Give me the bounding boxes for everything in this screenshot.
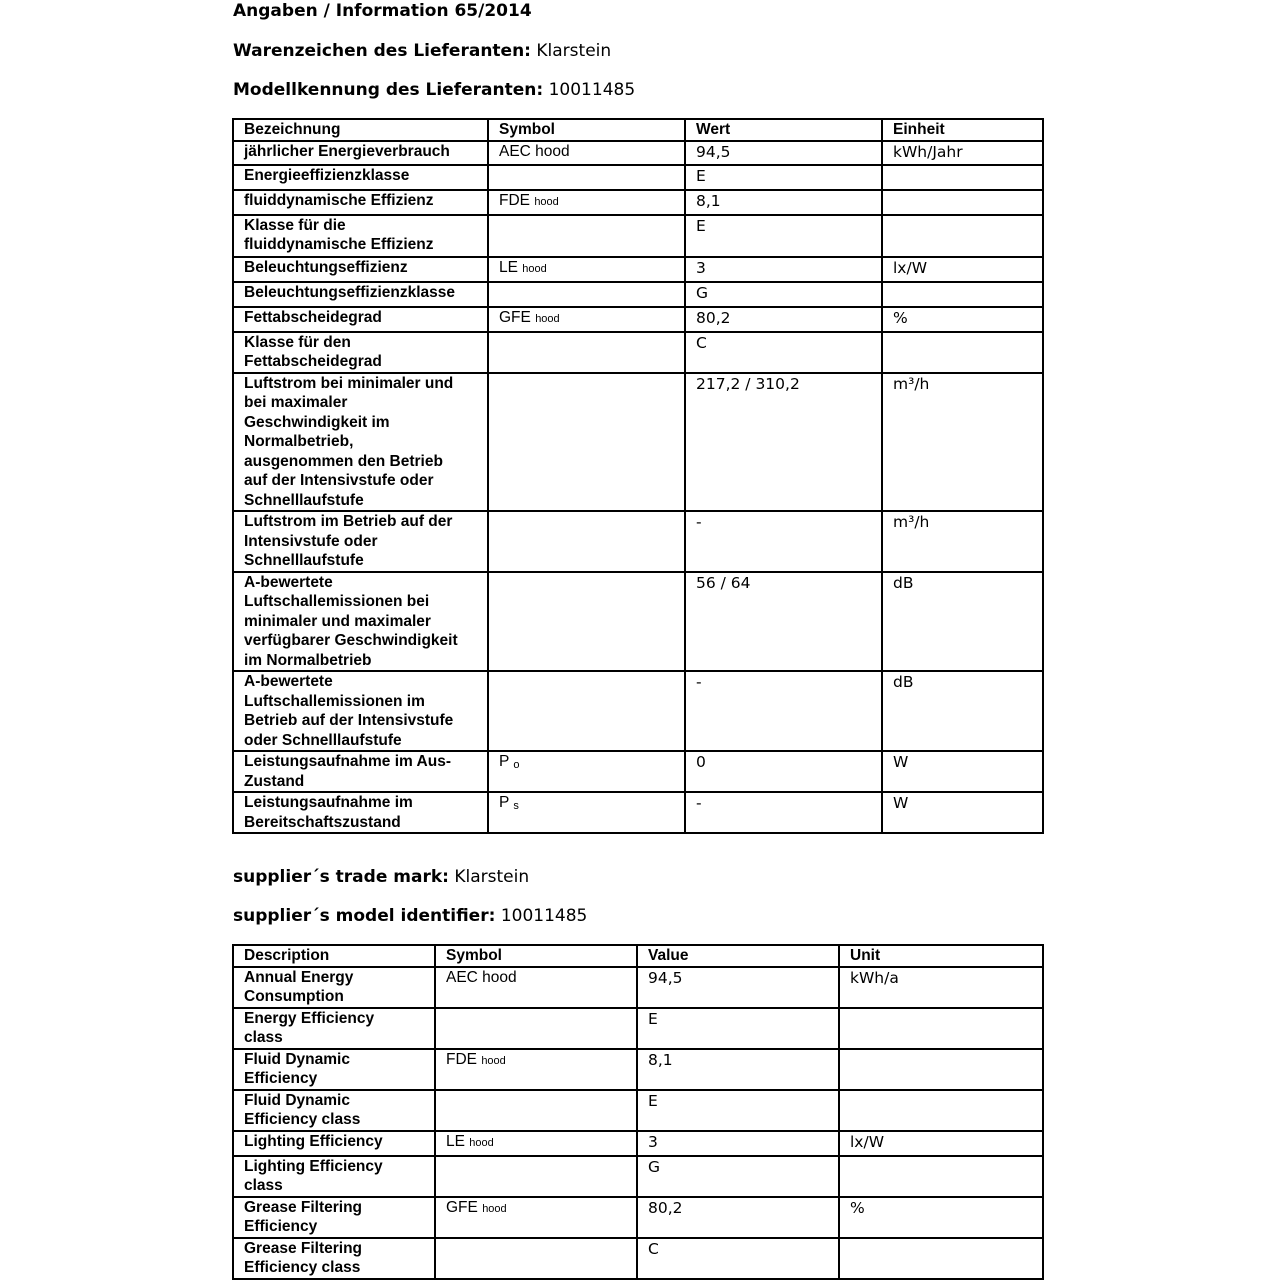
row-symbol bbox=[435, 1008, 637, 1049]
row-label-line: Bereitschaftszustand bbox=[244, 813, 401, 831]
row-label-line: Efficiency class bbox=[244, 1259, 361, 1276]
row-symbol bbox=[435, 1049, 637, 1090]
row-label-line: A-bewertete bbox=[244, 573, 333, 591]
row-symbol bbox=[435, 1238, 637, 1279]
row-symbol bbox=[488, 751, 685, 792]
table-row bbox=[233, 967, 1043, 1008]
row-value: E bbox=[685, 165, 882, 190]
row-value: - bbox=[685, 511, 882, 572]
table-row bbox=[233, 373, 1043, 512]
row-value: 80,2 bbox=[685, 307, 882, 332]
row-label-line: jährlicher Energieverbrauch bbox=[244, 142, 450, 160]
trademark-line-en: supplier´s trade mark: Klarstein bbox=[233, 867, 530, 887]
table-row bbox=[233, 141, 1043, 165]
row-label bbox=[233, 1008, 435, 1049]
row-value: 80,2 bbox=[637, 1197, 839, 1238]
row-value: 3 bbox=[685, 257, 882, 282]
row-symbol bbox=[488, 792, 685, 833]
row-label-line: Energieeffizienzklasse bbox=[244, 166, 410, 184]
symbol-text: LE bbox=[446, 1132, 465, 1150]
row-unit bbox=[839, 1238, 1043, 1279]
row-label bbox=[233, 792, 488, 833]
row-label-line: verfügbarer Geschwindigkeit bbox=[244, 632, 458, 649]
row-unit bbox=[882, 165, 1043, 190]
row-value: 217,2 / 310,2 bbox=[685, 373, 882, 512]
row-unit: kWh/a bbox=[839, 967, 1043, 1008]
row-label-line: bei maximaler bbox=[244, 394, 348, 411]
row-label-line: Betrieb auf der Intensivstufe bbox=[244, 712, 454, 729]
row-unit bbox=[882, 332, 1043, 373]
row-symbol bbox=[488, 257, 685, 282]
row-label-line: Fluid Dynamic bbox=[244, 1050, 350, 1068]
row-symbol bbox=[488, 215, 685, 257]
symbol-text: FDE bbox=[499, 191, 530, 209]
row-value: - bbox=[685, 792, 882, 833]
row-value: E bbox=[637, 1090, 839, 1131]
row-label-line: Beleuchtungseffizienz bbox=[244, 258, 408, 276]
row-value: G bbox=[637, 1156, 839, 1197]
row-label bbox=[233, 751, 488, 792]
row-value: C bbox=[685, 332, 882, 373]
row-label-line: Fettabscheidegrad bbox=[244, 308, 382, 326]
model-line-de: Modellkennung des Lieferanten: 10011485 bbox=[233, 80, 636, 100]
row-value: E bbox=[637, 1008, 839, 1049]
column-header: Description bbox=[233, 945, 435, 967]
row-label-line: Fluid Dynamic bbox=[244, 1091, 350, 1109]
row-label bbox=[233, 1131, 435, 1156]
row-value: 0 bbox=[685, 751, 882, 792]
row-symbol bbox=[435, 1156, 637, 1197]
column-header: Symbol bbox=[488, 119, 685, 141]
table-row bbox=[233, 572, 1043, 672]
row-unit: lx/W bbox=[839, 1131, 1043, 1156]
row-symbol bbox=[435, 1197, 637, 1238]
symbol-subscript: hood bbox=[469, 1136, 494, 1149]
table-row bbox=[233, 751, 1043, 792]
row-label-line: A-bewertete bbox=[244, 673, 333, 690]
row-unit: W bbox=[882, 751, 1043, 792]
row-label-line: Efficiency bbox=[244, 1070, 318, 1087]
row-label-line: Fettabscheidegrad bbox=[244, 353, 382, 370]
table-row bbox=[233, 1238, 1043, 1279]
table-row bbox=[233, 257, 1043, 282]
row-label-line: Normalbetrieb, bbox=[244, 433, 354, 450]
row-label bbox=[233, 307, 488, 332]
row-symbol bbox=[488, 190, 685, 215]
row-label-line: Consumption bbox=[244, 988, 344, 1005]
row-value: 94,5 bbox=[637, 967, 839, 1008]
row-label bbox=[233, 511, 488, 572]
table-row bbox=[233, 1008, 1043, 1049]
row-unit: % bbox=[882, 307, 1043, 332]
table-row bbox=[233, 671, 1043, 751]
row-symbol bbox=[488, 165, 685, 190]
table-row bbox=[233, 282, 1043, 307]
row-label-line: Grease Filtering bbox=[244, 1198, 363, 1216]
row-unit: lx/W bbox=[882, 257, 1043, 282]
row-label-line: Leistungsaufnahme im bbox=[244, 794, 413, 811]
row-value: 8,1 bbox=[637, 1049, 839, 1090]
row-label-line: Lighting Efficiency bbox=[244, 1157, 383, 1175]
row-label-line: minimaler und maximaler bbox=[244, 612, 431, 630]
row-unit: W bbox=[882, 792, 1043, 833]
row-label-line: fluiddynamische Effizienz bbox=[244, 236, 434, 253]
table-header-row bbox=[233, 119, 1043, 141]
row-label-line: Efficiency bbox=[244, 1218, 318, 1235]
row-symbol bbox=[488, 572, 685, 672]
row-value: 8,1 bbox=[685, 190, 882, 215]
row-label bbox=[233, 572, 488, 672]
row-label bbox=[233, 141, 488, 165]
row-symbol bbox=[435, 1090, 637, 1131]
symbol-text: AEC hood bbox=[446, 968, 517, 986]
table-header-row bbox=[233, 945, 1043, 967]
symbol-text: LE bbox=[499, 258, 518, 276]
row-label-line: class bbox=[244, 1029, 283, 1046]
table-row bbox=[233, 1131, 1043, 1156]
row-label bbox=[233, 1238, 435, 1279]
row-unit: m³/h bbox=[882, 373, 1043, 512]
row-label bbox=[233, 1090, 435, 1131]
table-row bbox=[233, 215, 1043, 257]
row-unit: % bbox=[839, 1197, 1043, 1238]
row-label-line: im Normalbetrieb bbox=[244, 651, 372, 669]
row-label-line: Klasse für die bbox=[244, 216, 346, 234]
row-value: 56 / 64 bbox=[685, 572, 882, 672]
table-row bbox=[233, 1049, 1043, 1090]
column-header: Wert bbox=[685, 119, 882, 141]
symbol-subscript: hood bbox=[481, 1054, 506, 1067]
spec-table-en bbox=[232, 944, 1044, 1280]
column-header: Einheit bbox=[882, 119, 1043, 141]
row-unit bbox=[882, 282, 1043, 307]
row-unit bbox=[882, 190, 1043, 215]
row-label-line: auf der Intensivstufe oder bbox=[244, 472, 434, 489]
row-unit bbox=[839, 1049, 1043, 1090]
row-value: - bbox=[685, 671, 882, 751]
row-label bbox=[233, 373, 488, 512]
row-unit: m³/h bbox=[882, 511, 1043, 572]
table-row bbox=[233, 1197, 1043, 1238]
row-label-line: Grease Filtering bbox=[244, 1239, 363, 1257]
row-label-line: oder Schnelllaufstufe bbox=[244, 731, 402, 749]
row-label-line: Schnelllaufstufe bbox=[244, 491, 364, 509]
table-row bbox=[233, 511, 1043, 572]
row-label bbox=[233, 282, 488, 307]
row-label-line: Energy Efficiency bbox=[244, 1009, 375, 1027]
document-title: Angaben / Information 65/2014 bbox=[233, 1, 532, 21]
column-header: Symbol bbox=[435, 945, 637, 967]
symbol-subscript: hood bbox=[482, 1202, 507, 1215]
row-label bbox=[233, 1156, 435, 1197]
table-row bbox=[233, 307, 1043, 332]
symbol-text: P bbox=[499, 753, 510, 770]
row-label bbox=[233, 1049, 435, 1090]
row-value: G bbox=[685, 282, 882, 307]
symbol-text: P bbox=[499, 794, 510, 811]
symbol-text: GFE bbox=[499, 308, 531, 326]
row-symbol bbox=[488, 141, 685, 165]
row-label bbox=[233, 190, 488, 215]
symbol-text: FDE bbox=[446, 1050, 477, 1068]
row-unit: dB bbox=[882, 671, 1043, 751]
row-label bbox=[233, 165, 488, 190]
row-unit bbox=[839, 1156, 1043, 1197]
row-label-line: Annual Energy bbox=[244, 968, 354, 986]
symbol-subscript: o bbox=[513, 759, 520, 771]
row-unit bbox=[839, 1090, 1043, 1131]
row-symbol bbox=[435, 967, 637, 1008]
row-label-line: Klasse für den bbox=[244, 333, 351, 351]
table-row bbox=[233, 1156, 1043, 1197]
trademark-line-de: Warenzeichen des Lieferanten: Klarstein bbox=[233, 41, 612, 61]
row-label-line: Schnelllaufstufe bbox=[244, 552, 364, 569]
row-symbol bbox=[488, 282, 685, 307]
row-symbol bbox=[435, 1131, 637, 1156]
row-label bbox=[233, 671, 488, 751]
row-symbol bbox=[488, 307, 685, 332]
row-value: 94,5 bbox=[685, 141, 882, 165]
spec-table-de bbox=[232, 118, 1044, 834]
row-label-line: Lighting Efficiency bbox=[244, 1132, 383, 1150]
symbol-subscript: s bbox=[513, 800, 519, 812]
row-value: 3 bbox=[637, 1131, 839, 1156]
row-label bbox=[233, 967, 435, 1008]
row-label-line: ausgenommen den Betrieb bbox=[244, 452, 443, 470]
row-label-line: Zustand bbox=[244, 772, 305, 790]
symbol-subscript: hood bbox=[535, 312, 560, 325]
row-unit bbox=[882, 215, 1043, 257]
row-label-line: Luftstrom im Betrieb auf der bbox=[244, 513, 453, 530]
table-row bbox=[233, 792, 1043, 833]
symbol-text: GFE bbox=[446, 1198, 478, 1216]
row-symbol bbox=[488, 511, 685, 572]
row-value: C bbox=[637, 1238, 839, 1279]
row-symbol bbox=[488, 332, 685, 373]
row-label-line: Luftschallemissionen bei bbox=[244, 593, 430, 610]
symbol-subscript: hood bbox=[522, 262, 547, 275]
row-label bbox=[233, 215, 488, 257]
row-label bbox=[233, 257, 488, 282]
table-row bbox=[233, 190, 1043, 215]
row-symbol bbox=[488, 373, 685, 512]
table-row bbox=[233, 332, 1043, 373]
row-label bbox=[233, 1197, 435, 1238]
row-label-line: Geschwindigkeit im bbox=[244, 413, 390, 431]
model-line-en: supplier´s model identifier: 10011485 bbox=[233, 906, 588, 926]
row-unit: kWh/Jahr bbox=[882, 141, 1043, 165]
column-header: Bezeichnung bbox=[233, 119, 488, 141]
row-label-line: Efficiency class bbox=[244, 1111, 361, 1128]
row-label-line: fluiddynamische Effizienz bbox=[244, 191, 434, 209]
row-label-line: Intensivstufe oder bbox=[244, 532, 378, 550]
symbol-subscript: hood bbox=[534, 195, 559, 208]
column-header: Value bbox=[637, 945, 839, 967]
column-header: Unit bbox=[839, 945, 1043, 967]
row-label-line: Beleuchtungseffizienzklasse bbox=[244, 283, 456, 301]
row-label-line: Luftschallemissionen im bbox=[244, 692, 425, 710]
table-row bbox=[233, 1090, 1043, 1131]
row-label-line: Leistungsaufnahme im Aus- bbox=[244, 753, 451, 770]
symbol-text: AEC hood bbox=[499, 142, 570, 160]
row-unit: dB bbox=[882, 572, 1043, 672]
row-label-line: class bbox=[244, 1177, 283, 1194]
row-value: E bbox=[685, 215, 882, 257]
table-row bbox=[233, 165, 1043, 190]
row-label bbox=[233, 332, 488, 373]
row-label-line: Luftstrom bei minimaler und bbox=[244, 374, 454, 392]
row-symbol bbox=[488, 671, 685, 751]
row-unit bbox=[839, 1008, 1043, 1049]
